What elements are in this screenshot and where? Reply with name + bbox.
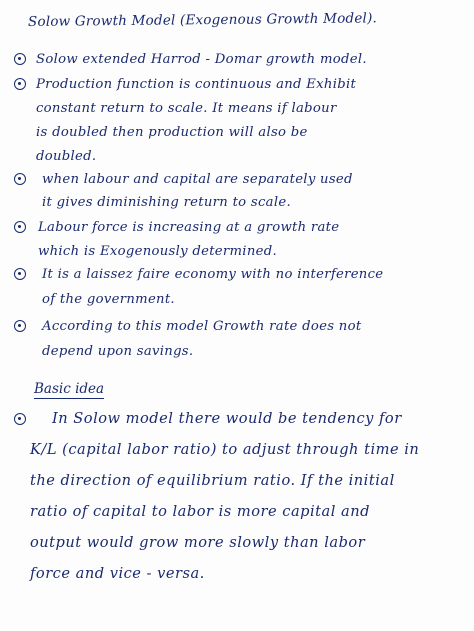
- bullet-circle-icon: [14, 320, 26, 332]
- text-line: ratio of capital to labor is more capital and: [30, 503, 370, 520]
- text-line: Labour force is increasing at a growth rate: [38, 220, 340, 235]
- text-line: the direction of equilibrium ratio. If the initial: [30, 472, 395, 489]
- text-line: Solow extended Harrod - Domar growth model.: [36, 52, 367, 67]
- text-line: doubled.: [36, 149, 97, 164]
- bullet-circle-icon: [14, 413, 26, 425]
- text-line: In Solow model there would be tendency for: [52, 410, 402, 427]
- bullet-circle-icon: [14, 221, 26, 233]
- text-line: According to this model Growth rate does not: [42, 319, 362, 334]
- text-line: force and vice - versa.: [30, 565, 205, 582]
- section-heading: Basic idea: [34, 381, 105, 397]
- bullet-circle-icon: [14, 173, 26, 185]
- text-line: depend upon savings.: [42, 344, 194, 359]
- page-title: Solow Growth Model (Exogenous Growth Model).: [27, 10, 378, 30]
- bullet-circle-icon: [14, 78, 26, 90]
- text-line: of the government.: [42, 292, 175, 307]
- text-line: which is Exogenously determined.: [38, 244, 277, 259]
- text-line: when labour and capital are separately used: [42, 172, 353, 187]
- text-line: constant return to scale. It means if labour: [36, 101, 337, 116]
- bullet-circle-icon: [14, 268, 26, 280]
- text-line: K/L (capital labor ratio) to adjust through time in: [30, 441, 420, 458]
- bullet-circle-icon: [14, 53, 26, 65]
- text-line: it gives diminishing return to scale.: [42, 195, 291, 210]
- text-line: is doubled then production will also be: [36, 125, 308, 140]
- text-line: output would grow more slowly than labor: [30, 534, 366, 551]
- text-line: It is a laissez faire economy with no interference: [42, 267, 384, 282]
- text-line: Production function is continuous and Exhibit: [36, 77, 357, 92]
